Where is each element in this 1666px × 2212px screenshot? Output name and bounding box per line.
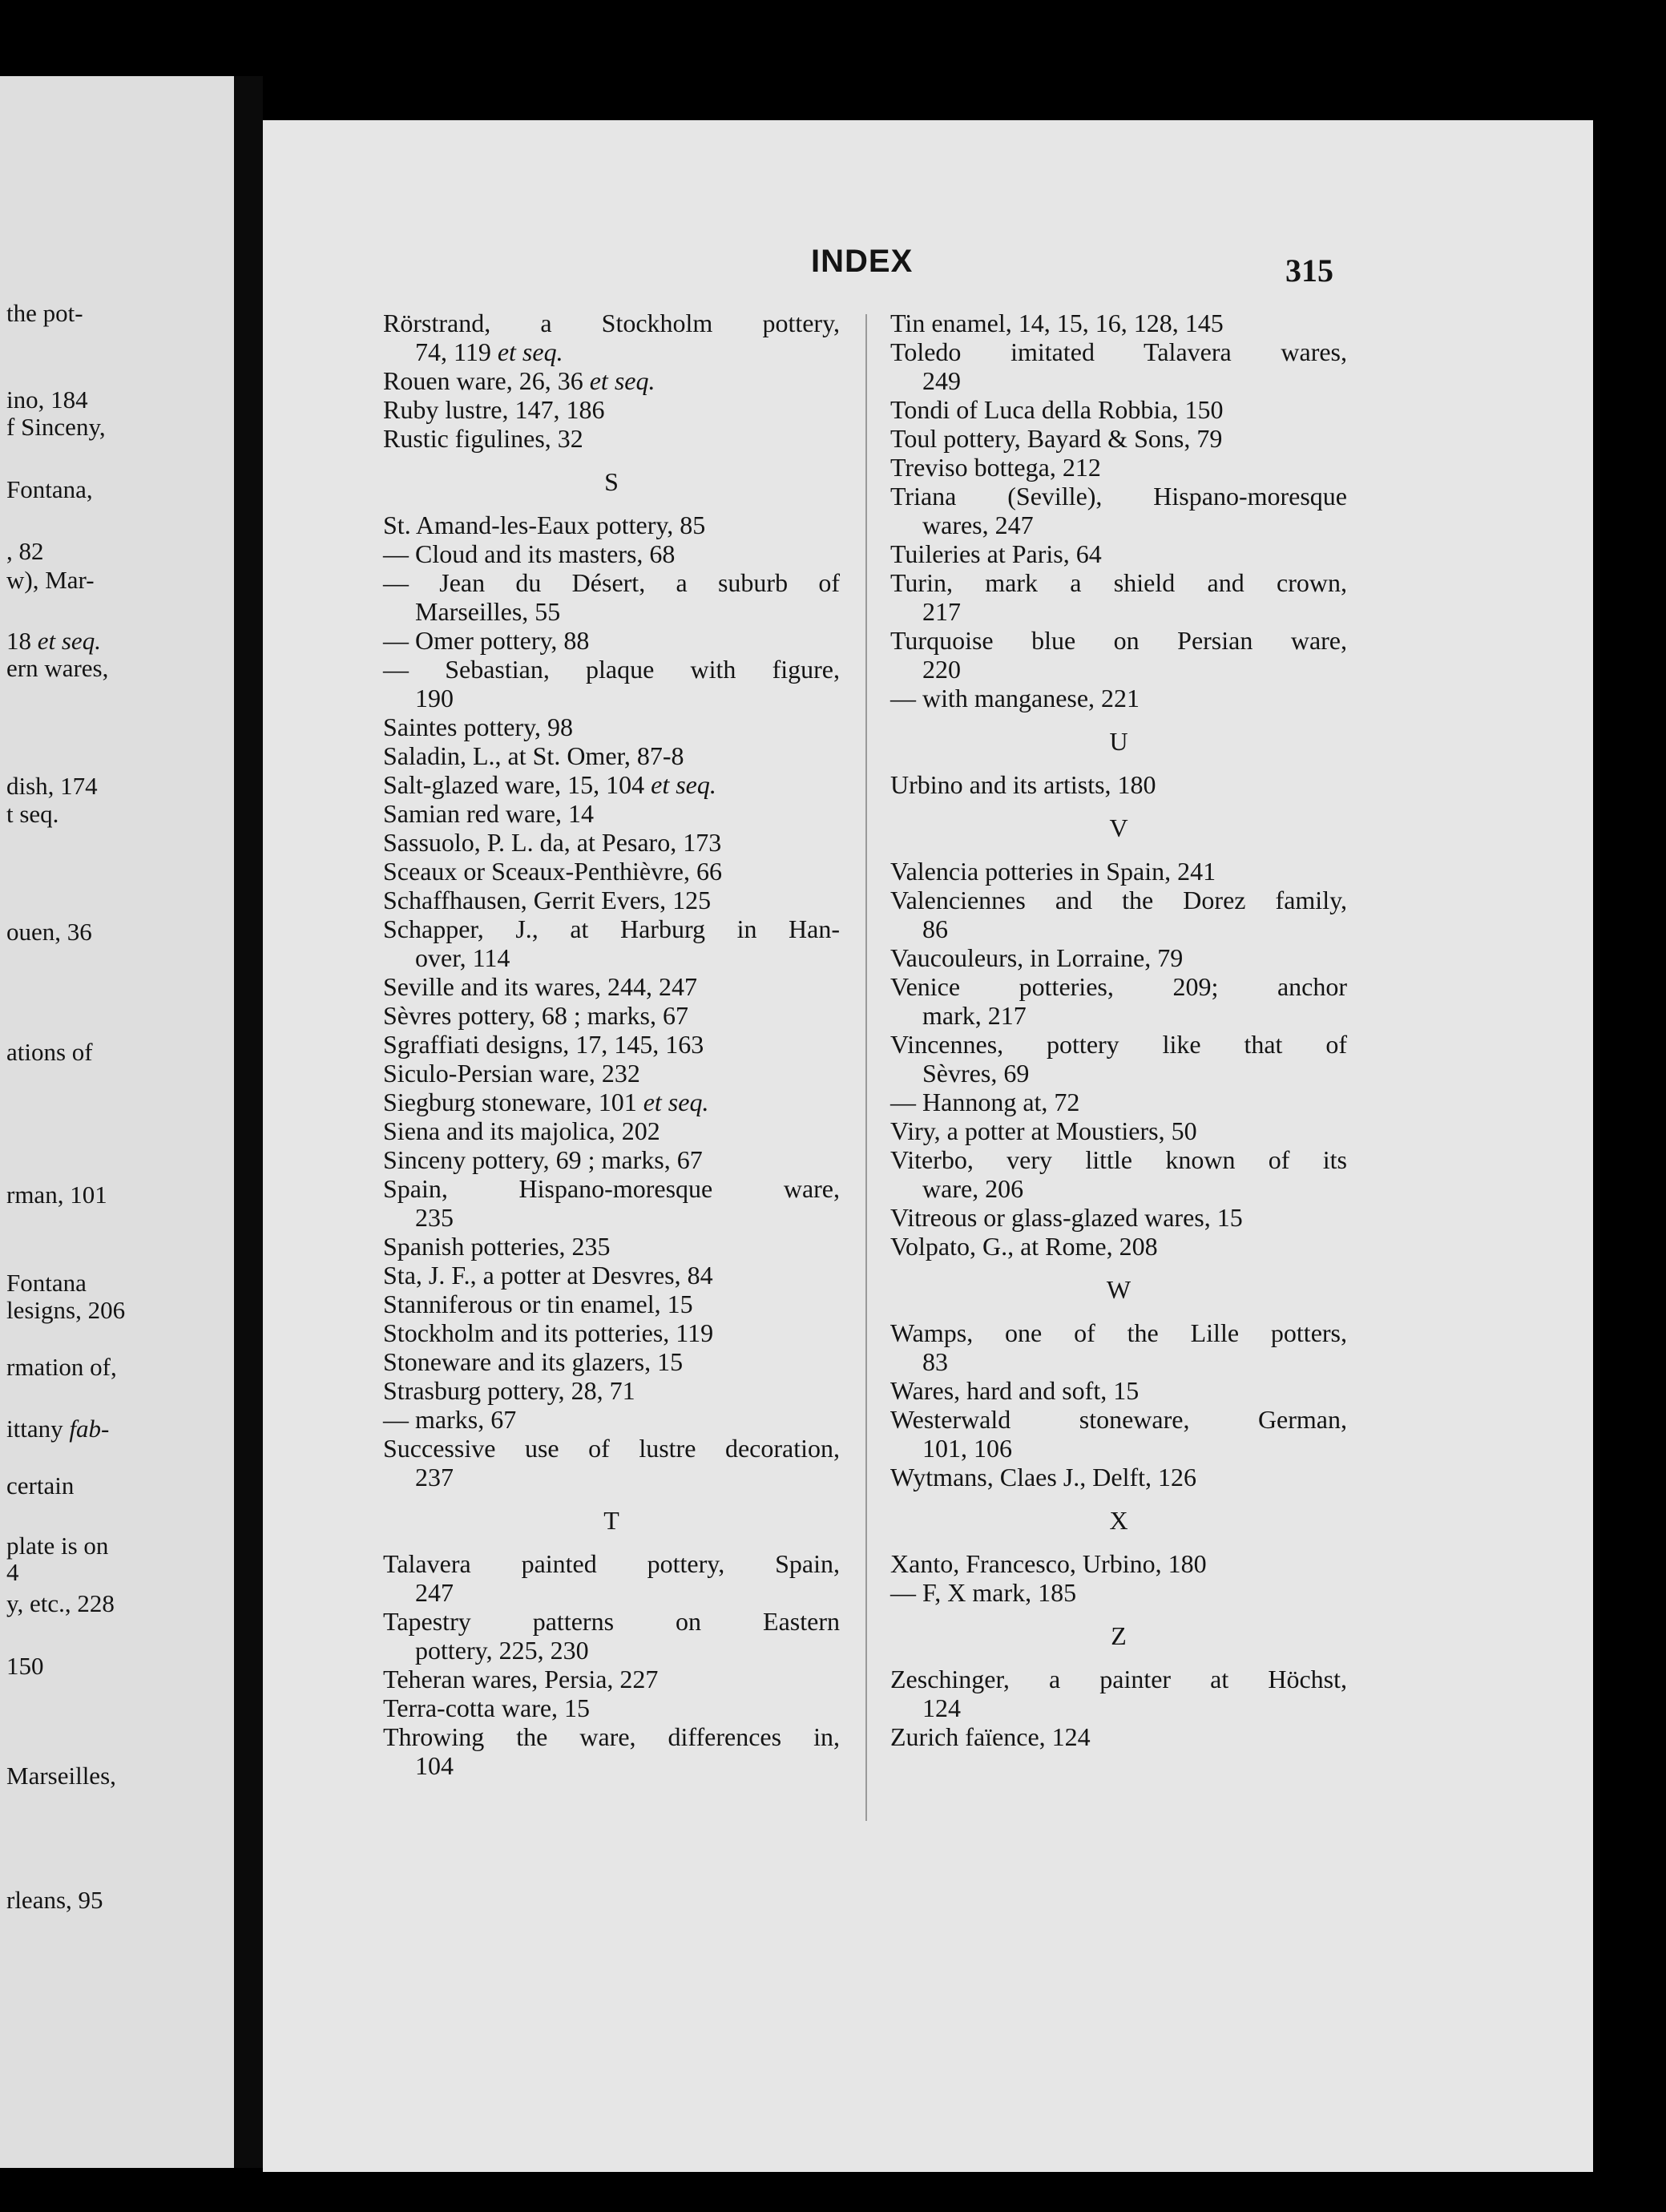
index-entry: Strasburg pottery, 28, 71 [383,1376,635,1405]
index-entry: — marks, 67 [383,1405,517,1434]
index-entry: Toul pottery, Bayard & Sons, 79 [890,424,1223,453]
book-spine [234,76,263,2168]
index-entry: Zurich faïence, 124 [890,1722,1091,1751]
index-entry: Saladin, L., at St. Omer, 87-8 [383,741,684,770]
index-entry: Samian red ware, 14 [383,799,595,828]
index-entry: Valenciennes and the Dorez family, [890,886,1347,914]
index-entry: Wamps, one of the Lille potters, [890,1318,1347,1347]
index-entry: Triana (Seville), Hispano-moresque [890,482,1347,511]
previous-page-fragment: , 82 [6,537,44,565]
index-entry: Wares, hard and soft, 15 [890,1376,1140,1405]
index-entry: — Jean du Désert, a suburb of [383,568,840,597]
index-entry: Stoneware and its glazers, 15 [383,1347,684,1376]
previous-page-fragment: ittany fab- [6,1415,110,1443]
index-entry: Teheran wares, Persia, 227 [383,1665,659,1693]
index-entry: Salt-glazed ware, 15, 104 et seq. [383,770,716,799]
index-entry: Treviso bottega, 212 [890,453,1101,482]
index-entry-continuation: Sèvres, 69 [922,1059,1030,1088]
letter-heading: W [1106,1275,1132,1304]
index-entry: Stanniferous or tin enamel, 15 [383,1290,693,1318]
index-entry: Sèvres pottery, 68 ; marks, 67 [383,1001,688,1030]
index-entry: Schapper, J., at Harburg in Han- [383,914,840,943]
index-entry: Sinceny pottery, 69 ; marks, 67 [383,1145,703,1174]
previous-page-fragment: w), Mar- [6,566,95,594]
previous-page-fragment: t seq. [6,800,59,828]
index-entry: Urbino and its artists, 180 [890,770,1156,799]
previous-page-fragment: 4 [6,1558,19,1586]
index-entry: Tapestry patterns on Eastern [383,1607,840,1636]
index-column-left [383,309,840,1780]
index-entry-continuation: 190 [415,684,454,712]
index-entry-continuation: ware, 206 [922,1174,1024,1203]
page-title: INDEX [811,244,914,279]
index-entry: Valencia potteries in Spain, 241 [890,857,1216,886]
index-entry: Spanish potteries, 235 [383,1232,611,1261]
index-entry-continuation: 101, 106 [922,1434,1012,1463]
letter-heading: T [603,1506,619,1535]
previous-page-fragment: Fontana, [6,475,93,503]
letter-heading: X [1109,1506,1128,1535]
previous-page-fragment: dish, 174 [6,772,98,800]
previous-page-fragment: the pot- [6,299,83,327]
index-column-right [890,309,1347,1751]
letter-heading: Z [1111,1621,1127,1650]
index-entry: — with manganese, 221 [890,684,1140,712]
index-entry: Terra-cotta ware, 15 [383,1693,591,1722]
index-entry: — Omer pottery, 88 [383,626,590,655]
previous-page-fragment: f Sinceny, [6,413,106,441]
index-entry: Rouen ware, 26, 36 et seq. [383,366,656,395]
index-entry: Westerwald stoneware, German, [890,1405,1347,1434]
index-entry: Vitreous or glass-glazed wares, 15 [890,1203,1243,1232]
previous-page-fragment: 18 et seq. [6,627,101,655]
index-entry-continuation: 104 [415,1751,454,1780]
index-entry: — Hannong at, 72 [890,1088,1080,1116]
index-entry-continuation: 74, 119 et seq. [415,337,563,366]
index-entry-continuation: wares, 247 [922,511,1034,539]
previous-page-fragment: y, etc., 228 [6,1589,115,1617]
index-entry: Viterbo, very little known of its [890,1145,1347,1174]
page-number: 315 [1285,252,1333,289]
index-entry: Siena and its majolica, 202 [383,1116,660,1145]
index-entry: Sassuolo, P. L. da, at Pesaro, 173 [383,828,722,857]
index-entry: Tondi of Luca della Robbia, 150 [890,395,1224,424]
previous-page-fragment: Fontana [6,1269,87,1297]
index-entry: Vincennes, pottery like that of [890,1030,1347,1059]
index-entry-continuation: 249 [922,366,961,395]
index-entry-continuation: pottery, 225, 230 [415,1636,589,1665]
index-entry: St. Amand-les-Eaux pottery, 85 [383,511,706,539]
previous-page-fragment: rman, 101 [6,1181,107,1209]
index-entry: Rustic figulines, 32 [383,424,583,453]
index-entry: — Cloud and its masters, 68 [383,539,676,568]
index-entry-continuation: 83 [922,1347,948,1376]
previous-page-fragment: 150 [6,1652,44,1680]
index-entry: Seville and its wares, 244, 247 [383,972,697,1001]
index-entry: Turquoise blue on Persian ware, [890,626,1347,655]
index-entry-continuation: Marseilles, 55 [415,597,561,626]
index-entry: Sceaux or Sceaux-Penthièvre, 66 [383,857,722,886]
index-entry: Schaffhausen, Gerrit Evers, 125 [383,886,712,914]
index-entry: Spain, Hispano-moresque ware, [383,1174,840,1203]
index-entry: Zeschinger, a painter at Höchst, [890,1665,1347,1693]
letter-heading: U [1109,727,1128,756]
index-entry-continuation: 237 [415,1463,454,1491]
previous-page-fragment: ern wares, [6,654,109,682]
letter-heading: S [604,467,619,496]
previous-page-fragment: Marseilles, [6,1762,116,1790]
index-entry-continuation: 217 [922,597,961,626]
previous-page-fragment: rmation of, [6,1353,117,1381]
index-entry-continuation: mark, 217 [922,1001,1027,1030]
previous-page-fragment: ouen, 36 [6,918,92,946]
index-entry-continuation: 124 [922,1693,961,1722]
index-entry: Ruby lustre, 147, 186 [383,395,605,424]
index-entry: Tin enamel, 14, 15, 16, 128, 145 [890,309,1224,337]
previous-page-fragment: lesigns, 206 [6,1296,126,1324]
index-entry: Volpato, G., at Rome, 208 [890,1232,1158,1261]
index-entry: Sgraffiati designs, 17, 145, 163 [383,1030,704,1059]
index-entry-continuation: 220 [922,655,961,684]
index-entry: Siculo-Persian ware, 232 [383,1059,640,1088]
previous-page-fragment: ations of [6,1038,93,1066]
index-entry: Xanto, Francesco, Urbino, 180 [890,1549,1207,1578]
index-entry: Toledo imitated Talavera wares, [890,337,1347,366]
letter-heading: V [1109,813,1128,842]
index-entry: Venice potteries, 209; anchor [890,972,1347,1001]
index-entry: Talavera painted pottery, Spain, [383,1549,840,1578]
index-entry-continuation: 86 [922,914,948,943]
index-entry: Saintes pottery, 98 [383,712,573,741]
index-entry: Turin, mark a shield and crown, [890,568,1347,597]
previous-page-fragment: certain [6,1471,75,1500]
index-entry: — F, X mark, 185 [890,1578,1077,1607]
index-entry-continuation: 235 [415,1203,454,1232]
previous-page-fragment: plate is on [6,1532,109,1560]
index-entry-continuation: 247 [415,1578,454,1607]
index-entry: Sta, J. F., a potter at Desvres, 84 [383,1261,713,1290]
index-entry: Tuileries at Paris, 64 [890,539,1102,568]
index-entry: Siegburg stoneware, 101 et seq. [383,1088,709,1116]
previous-page-fragment: ino, 184 [6,385,88,414]
index-entry-continuation: over, 114 [415,943,510,972]
index-entry: Wytmans, Claes J., Delft, 126 [890,1463,1197,1491]
index-entry: — Sebastian, plaque with figure, [383,655,840,684]
index-entry: Vaucouleurs, in Lorraine, 79 [890,943,1184,972]
index-entry: Throwing the ware, differences in, [383,1722,840,1751]
index-entry: Successive use of lustre decoration, [383,1434,840,1463]
column-divider [865,314,867,1821]
previous-page-fragment: rleans, 95 [6,1886,103,1914]
index-entry: Viry, a potter at Moustiers, 50 [890,1116,1197,1145]
index-entry: Rörstrand, a Stockholm pottery, [383,309,840,337]
index-entry: Stockholm and its potteries, 119 [383,1318,714,1347]
